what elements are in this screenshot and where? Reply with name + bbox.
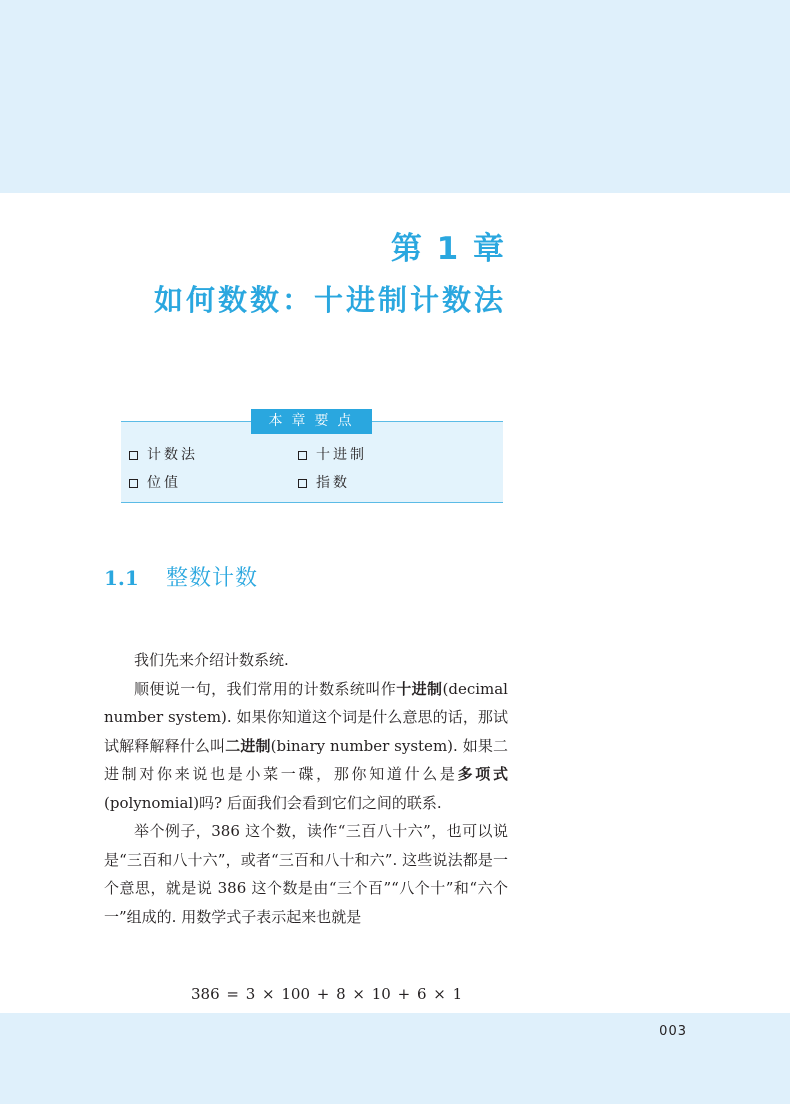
checkbox-icon [129,479,138,488]
key-point-item [298,473,350,493]
chapter-number: 第 1 章 [390,231,506,267]
key-point-text: 指数 [316,475,350,491]
body-text [104,646,508,931]
text-run: (polynomial)吗? 后面我们会看到它们之间的联系. [104,793,442,812]
checkbox-icon [298,479,307,488]
key-point-text: 位值 [147,475,181,491]
term-decimal: 十进制 [396,679,443,698]
checkbox-icon [129,451,138,460]
key-point-text: 十进制 [316,447,367,463]
key-point-text: 计数法 [147,447,198,463]
paragraph [104,675,508,818]
section-number: 1.1 [104,566,139,590]
term-binary: 二进制 [225,736,271,755]
term-polynomial: 多项式 [457,765,508,783]
paragraph: 我们先来介绍计数系统. [134,651,289,669]
chapter-heading [154,226,506,320]
key-points-box [121,413,503,503]
page-number: 003 [659,1024,687,1039]
key-point-item [298,445,367,465]
text-run: 顺便说一句，我们常用的计数系统叫作 [134,679,397,698]
key-points-label: 本章要点 [251,409,372,434]
chapter-title: 如何数数：十进制计数法 [153,283,506,317]
text-run: (binary number system). 如果二进制对你来说也是小菜一碟，那你知道什么是 [104,736,508,783]
section-title: 整数计数 [166,566,259,591]
key-point-item [129,445,198,465]
key-point-item [129,473,181,493]
paragraph: 举个例子，386 这个数，读作“三百八十六”，也可以说是“三百和八十六”，或者“三百和八十和六”. 这些说法都是一个意思，就是说 386 这个数是由“三个百”“八个十”和“六个一”组成的. 用数学式子表示起来也就是 [104,822,508,926]
formula: 386 = 3 × 100 + 8 × 10 + 6 × 1 [191,985,463,1003]
checkbox-icon [298,451,307,460]
text-run: (decimal number system). 如果你知道这个词是什么意思的话，那试试解释解释什么叫 [104,679,508,755]
section-heading [104,560,258,597]
header-band [0,0,790,193]
